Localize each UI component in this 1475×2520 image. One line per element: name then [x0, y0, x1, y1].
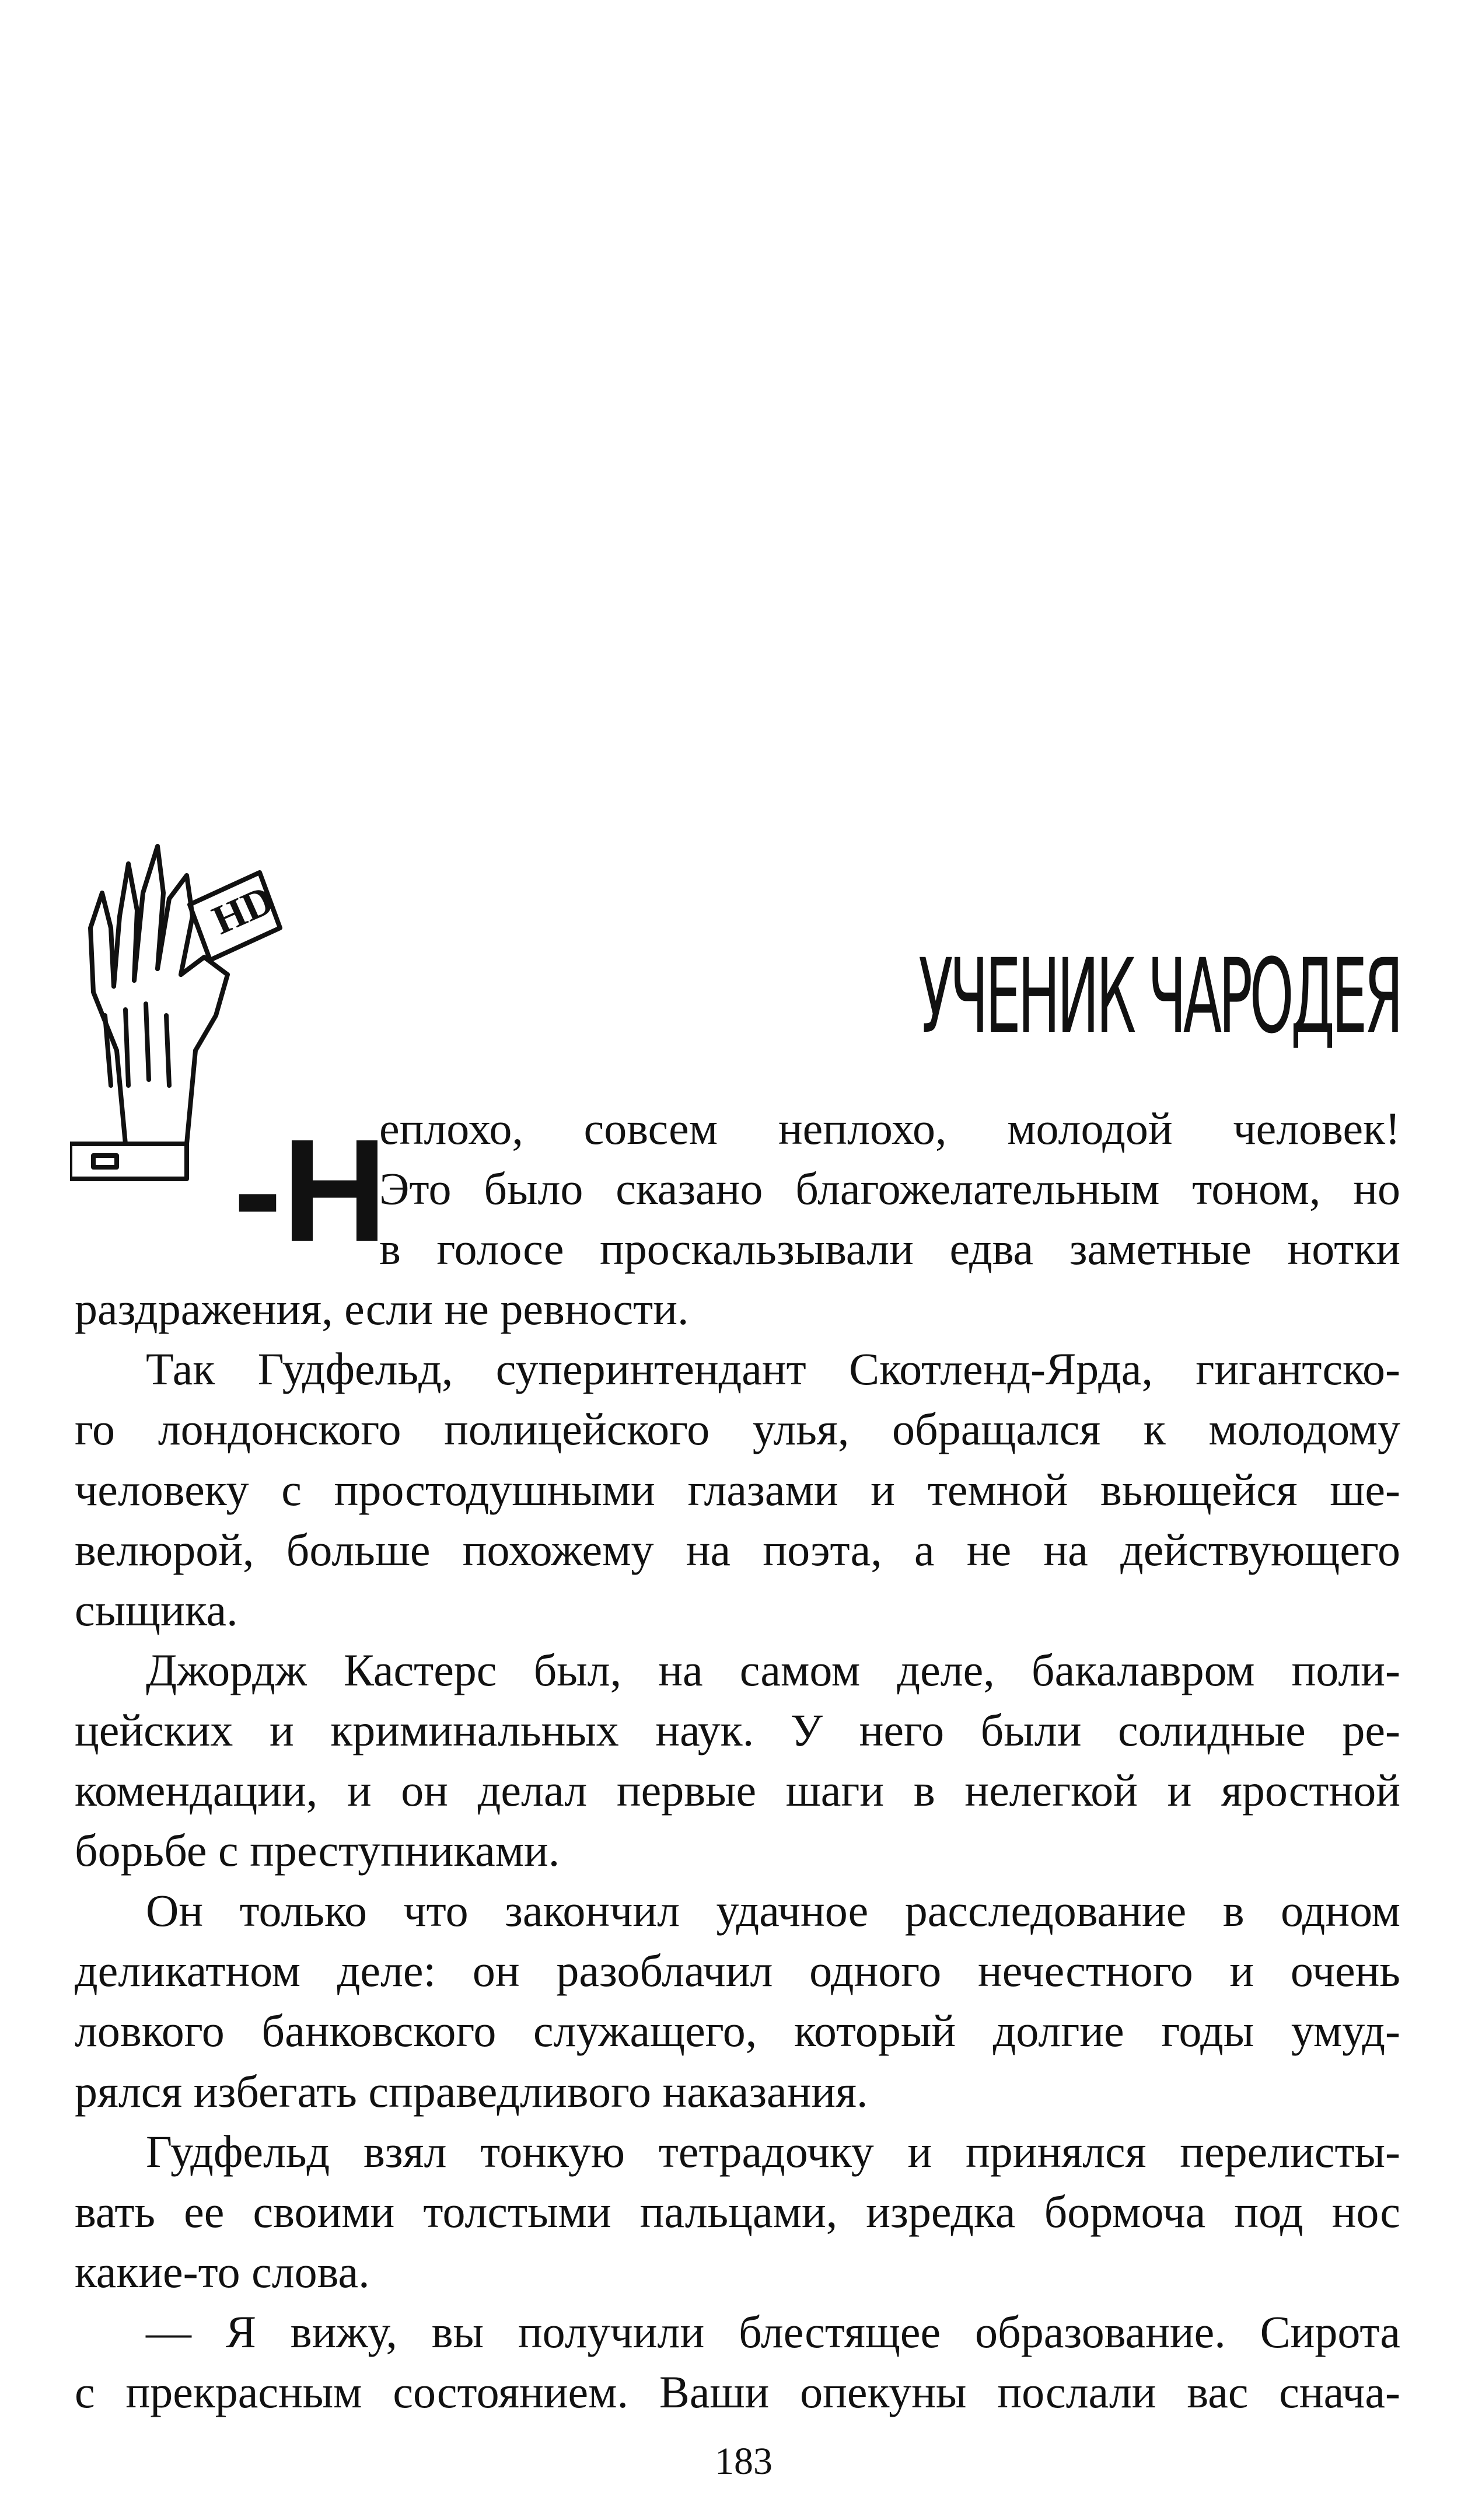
text-line: комендации, и он делал первые шаги в нелегкой и яростной	[75, 1765, 1400, 1816]
text-line: раздражения, если не ревности.	[75, 1283, 689, 1334]
text-line: борьбе с преступниками.	[75, 1825, 560, 1876]
text-line: Так Гудфельд, суперинтендант Скотленд-Ярда, гигантско-	[146, 1343, 1400, 1394]
text-line: вать ее своими толстыми пальцами, изредка бормоча под нос	[75, 2186, 1400, 2237]
text-line: — Я вижу, вы получили блестящее образование. Сирота	[146, 2306, 1400, 2357]
text-line: ловкого банковского служащего, который долгие годы умуд-	[75, 2005, 1400, 2056]
text-line: го лондонского полицейского улья, обращался к молодому	[75, 1404, 1400, 1454]
text-line: деликатном деле: он разоблачил одного нечестного и очень	[75, 1945, 1400, 1996]
text-line: какие-то слова.	[75, 2246, 370, 2297]
text-line: сыщика.	[75, 1584, 238, 1635]
text-line: велюрой, больше похожему на поэта, а не на действующего	[75, 1524, 1400, 1575]
page-number: 183	[715, 2440, 773, 2483]
text-line: рялся избегать справедливого наказания.	[75, 2066, 868, 2117]
logo-emblem-text: HD	[206, 877, 281, 944]
drop-cap: -Н	[233, 1109, 387, 1272]
text-line: Это было сказано благожелательным тоном, но	[379, 1163, 1400, 1214]
text-line: Гудфельд взял тонкую тетрадочку и принялся перелисты-	[146, 2126, 1400, 2177]
text-line: Он только что закончил удачное расследование в одном	[146, 1885, 1400, 1936]
text-line: человеку с простодушными глазами и темной вьющейся ше-	[75, 1464, 1400, 1515]
text-line: с прекрасным состоянием. Ваши опекуны послали вас снача-	[75, 2367, 1400, 2417]
text-line: в голосе проскальзывали едва заметные нотки	[379, 1223, 1400, 1274]
text-line: еплохо, совсем неплохо, молодой человек!	[379, 1103, 1400, 1154]
text-line: Джордж Кастерс был, на самом деле, бакалавром поли-	[146, 1645, 1400, 1695]
text-line: цейских и криминальных наук. У него были солидные ре-	[75, 1705, 1400, 1755]
chapter-title: УЧЕНИК ЧАРОДЕЯ	[918, 937, 1400, 1056]
